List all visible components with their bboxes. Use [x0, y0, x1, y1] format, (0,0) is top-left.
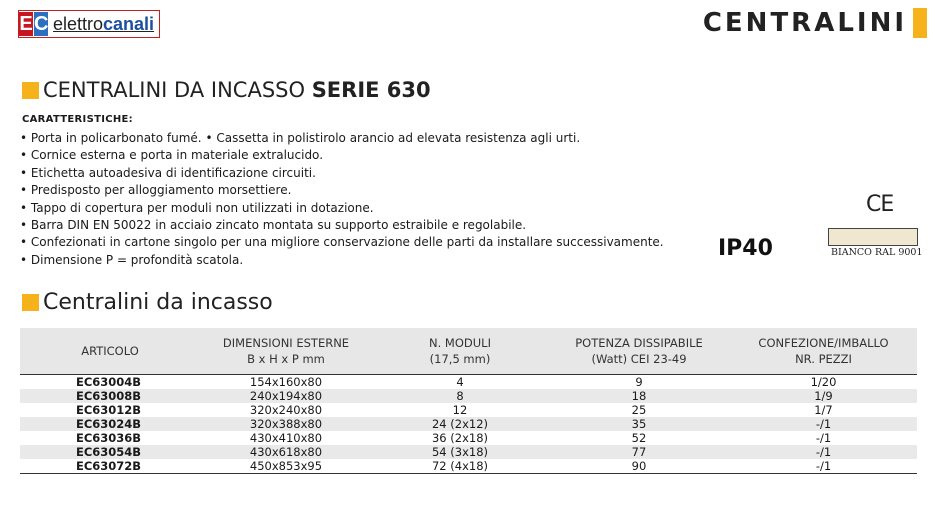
cell-confezione: 1/9 — [730, 389, 917, 403]
cell-articolo: EC63004B — [76, 375, 142, 389]
section-title-bold: SERIE 630 — [311, 78, 431, 102]
table-row — [20, 389, 917, 403]
cell-dimensioni: 320x388x80 — [200, 417, 372, 431]
section-title-light: CENTRALINI DA INCASSO — [43, 78, 312, 102]
cell-confezione: -/1 — [730, 445, 917, 459]
cell-moduli: 12 — [452, 403, 468, 417]
cell-dimensioni: 320x240x80 — [249, 403, 323, 417]
cell-articolo: EC63012B — [76, 403, 142, 417]
product-table — [20, 328, 917, 474]
cell-moduli: 8 — [372, 389, 548, 403]
feature-item: • Dimensione P = profondità scatola. — [20, 252, 664, 269]
page-title: CENTRALINI — [702, 8, 907, 38]
cell-dimensioni: 430x618x80 — [200, 445, 372, 459]
cell-potenza: 90 — [548, 459, 730, 474]
table-section-title-text: Centralini da incasso — [43, 290, 273, 315]
logo-wordmark — [49, 12, 159, 36]
section-title — [22, 78, 431, 102]
cell-moduli: 72 (4x18) — [372, 459, 548, 474]
cell-moduli: 24 (2x12) — [372, 417, 548, 431]
cell-moduli: 54 (3x18) — [372, 445, 548, 459]
square-bullet-icon — [22, 82, 39, 99]
table-row — [20, 445, 917, 459]
cell-potenza: 9 — [635, 375, 643, 389]
features-title: CARATTERISTICHE: — [22, 114, 133, 125]
col-header-articolo: ARTICOLO — [20, 328, 200, 375]
col-header-confezione: CONFEZIONE/IMBALLO NR. PEZZI — [730, 328, 917, 375]
color-label: BIANCO RAL 9001 — [831, 247, 923, 258]
cell-potenza: 25 — [631, 403, 647, 417]
cell-moduli: 4 — [456, 375, 464, 389]
feature-item: • Confezionati in cartone singolo per una migliore conservazione delle parti da installare successivamente. — [20, 234, 664, 251]
cell-potenza: 18 — [548, 389, 730, 403]
cell-confezione: 1/7 — [814, 403, 833, 417]
cell-moduli: 36 (2x18) — [431, 431, 489, 445]
logo-monogram — [19, 12, 49, 36]
cell-confezione: 1/20 — [810, 375, 837, 389]
cell-dimensioni: 450x853x95 — [200, 459, 372, 474]
cell-confezione: -/1 — [730, 459, 917, 474]
table-row — [20, 459, 917, 474]
cell-dimensioni: 154x160x80 — [249, 375, 323, 389]
color-swatch — [828, 228, 918, 246]
cell-potenza: 52 — [631, 431, 647, 445]
table-row — [20, 417, 917, 431]
col-header-moduli: N. MODULI (17,5 mm) — [372, 328, 548, 375]
feature-item: • Cornice esterna e porta in materiale extralucido. — [20, 147, 664, 164]
square-bullet-icon — [22, 294, 39, 311]
table-row — [20, 431, 917, 445]
col-header-dimensioni: DIMENSIONI ESTERNE B x H x P mm — [200, 328, 372, 375]
ip-rating: IP40 — [718, 236, 773, 261]
cell-potenza: 77 — [548, 445, 730, 459]
logo-letter-e: E — [19, 13, 33, 35]
cell-dimensioni: 430x410x80 — [249, 431, 323, 445]
logo-word-bold: canali — [103, 14, 155, 34]
logo-word-light: elettro — [53, 14, 104, 34]
col-header-potenza: POTENZA DISSIPABILE (Watt) CEI 23-49 — [548, 328, 730, 375]
cell-articolo: EC63054B — [20, 445, 200, 459]
cell-dimensioni: 240x194x80 — [200, 389, 372, 403]
table-section-title — [22, 290, 273, 315]
feature-item: • Etichetta autoadesiva di identificazione circuiti. — [20, 165, 664, 182]
cell-articolo: EC63008B — [20, 389, 200, 403]
features-list — [20, 130, 664, 269]
cell-articolo: EC63024B — [20, 417, 200, 431]
feature-item: • Porta in policarbonato fumé. • Cassetta in polistirolo arancio ad elevata resistenza agli urti. — [20, 130, 664, 147]
ce-mark-icon: CE — [866, 192, 894, 217]
table-row — [20, 403, 917, 417]
cell-confezione: -/1 — [730, 417, 917, 431]
table-header-row — [20, 328, 917, 375]
cell-articolo: EC63072B — [20, 459, 200, 474]
feature-item: • Predisposto per alloggiamento morsettiere. — [20, 182, 664, 199]
table-row — [20, 375, 917, 390]
feature-item: • Tappo di copertura per moduli non utilizzati in dotazione. — [20, 200, 664, 217]
brand-logo — [18, 10, 160, 38]
feature-item: • Barra DIN EN 50022 in acciaio zincato montata su supporto estraibile e regolabile. — [20, 217, 664, 234]
title-accent-bar — [913, 8, 927, 38]
logo-letter-c: C — [34, 13, 49, 35]
cell-potenza: 35 — [548, 417, 730, 431]
cell-articolo: EC63036B — [76, 431, 142, 445]
cell-confezione: -/1 — [815, 431, 832, 445]
